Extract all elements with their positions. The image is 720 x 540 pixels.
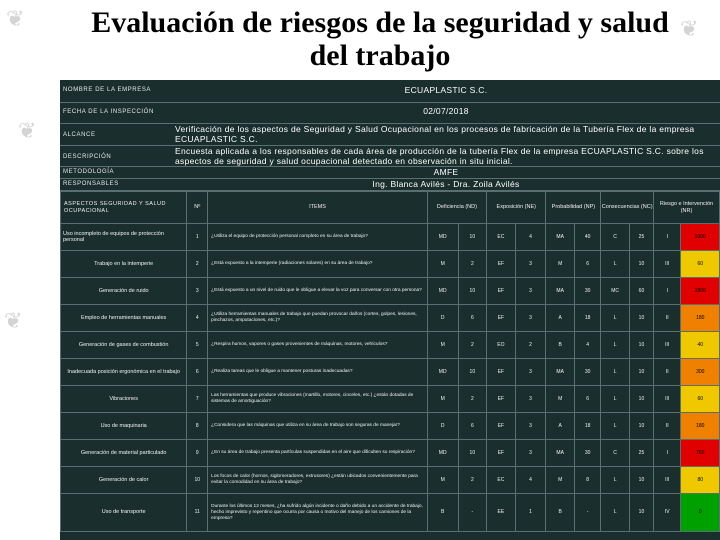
nr-level-cell: I: [654, 224, 681, 251]
nc-value-cell: 25: [629, 440, 653, 467]
table-row: [61, 251, 720, 278]
nd-code-cell: B: [427, 494, 458, 532]
decorative-leaf-mid-left: ❦: [18, 118, 37, 143]
np-code-cell: MA: [546, 224, 575, 251]
responsables-value: Ing. Blanca Avilés - Dra. Zoila Avilés: [372, 179, 520, 189]
ne-value-cell: 3: [515, 413, 546, 440]
nd-code-cell: D: [427, 305, 458, 332]
risk-value-cell: 1000: [681, 224, 720, 251]
nr-level-cell: III: [654, 332, 681, 359]
nd-value-cell: 10: [458, 278, 487, 305]
np-value-cell: 30: [574, 278, 600, 305]
col-header-deficiencia: Deficiencia (ND): [427, 192, 486, 224]
np-code-cell: B: [546, 332, 575, 359]
ne-code-cell: EF: [487, 359, 516, 386]
nd-code-cell: M: [427, 467, 458, 494]
nc-value-cell: 10: [629, 386, 653, 413]
nd-code-cell: MD: [427, 359, 458, 386]
number-cell: 5: [187, 332, 208, 359]
risk-value-cell: 60: [681, 251, 720, 278]
nd-value-cell: 10: [458, 440, 487, 467]
decorative-leaf-right: ❦: [680, 16, 699, 41]
descripcion-value: Encuesta aplicada a los responsables de cada área de producción de la tubería Flex de la empresa ECUAPLASTIC S.C. sobre los aspectos de seguridad y salud ocupacional detectado en observación in situ inicial.: [175, 146, 704, 166]
col-header-consecuencias: Consecuencias (NC): [601, 192, 654, 224]
nc-code-cell: L: [601, 386, 630, 413]
ne-code-cell: EE: [487, 494, 516, 532]
col-header-n: Nº: [187, 192, 208, 224]
np-value-cell: 30: [574, 440, 600, 467]
number-cell: 8: [187, 413, 208, 440]
table-header-row: [61, 192, 720, 224]
np-value-cell: 40: [574, 224, 600, 251]
nd-value-cell: 10: [458, 224, 487, 251]
nc-value-cell: 10: [629, 467, 653, 494]
risk-value-cell: 180: [681, 305, 720, 332]
ne-value-cell: 3: [515, 386, 546, 413]
alcance-label: ALCANCE: [63, 132, 96, 138]
nr-level-cell: II: [654, 359, 681, 386]
risk-value-cell: 40: [681, 332, 720, 359]
nd-code-cell: MD: [427, 224, 458, 251]
nc-value-cell: 10: [629, 332, 653, 359]
nc-value-cell: 10: [629, 251, 653, 278]
decorative-leaf-top-left: ❦: [6, 6, 25, 31]
nd-value-cell: 2: [458, 467, 487, 494]
risk-value-cell: 300: [681, 359, 720, 386]
aspect-cell: Uso de transporte: [61, 494, 187, 532]
decorative-leaf-lower-left: ❦: [4, 308, 23, 333]
np-code-cell: B: [546, 494, 575, 532]
ne-code-cell: EC: [487, 467, 516, 494]
empresa-label: NOMBRE DE LA EMPRESA: [63, 87, 152, 93]
aspect-cell: Uso incompleto de equipos de protección personal: [61, 224, 187, 251]
number-cell: 7: [187, 386, 208, 413]
np-value-cell: 30: [574, 359, 600, 386]
nr-level-cell: II: [654, 305, 681, 332]
ne-value-cell: 2: [515, 332, 546, 359]
ne-value-cell: 3: [515, 359, 546, 386]
fecha-value: 02/07/2018: [423, 106, 469, 116]
header-row-empresa: [60, 80, 720, 102]
nc-code-cell: L: [601, 332, 630, 359]
number-cell: 10: [187, 467, 208, 494]
np-code-cell: A: [546, 413, 575, 440]
np-code-cell: A: [546, 305, 575, 332]
ne-value-cell: 4: [515, 224, 546, 251]
item-question-cell: Durante los últimos 12 meses, ¿ha sufrido algún incidente o daño debido a un accidente de trabajo, hecho imprevisto y repentino que ocurra por causa o motivo del manejo de los camiones de la empresa?: [208, 494, 428, 532]
table-row: [61, 278, 720, 305]
ne-code-cell: EO: [487, 332, 516, 359]
table-row: [61, 440, 720, 467]
item-question-cell: Los focos de calor (hornos, siglomeradores, extrusores) ¿están ubicados convenientemente para evitar la comodidad en su área de trabajo?: [208, 467, 428, 494]
table-row: [61, 359, 720, 386]
nc-code-cell: C: [601, 224, 630, 251]
aspect-cell: Empleo de herramientas manuales: [61, 305, 187, 332]
item-question-cell: ¿Respira humos, vapores o gases provenientes de máquinas, motores, vehículos?: [208, 332, 428, 359]
ne-code-cell: EF: [487, 386, 516, 413]
risk-value-cell: 750: [681, 440, 720, 467]
np-value-cell: 6: [574, 251, 600, 278]
ne-value-cell: 3: [515, 440, 546, 467]
header-row-descripcion: [60, 146, 720, 166]
header-row-alcance: [60, 124, 720, 145]
col-header-items: ITEMS: [208, 192, 428, 224]
ne-code-cell: EF: [487, 413, 516, 440]
nr-level-cell: I: [654, 440, 681, 467]
metodologia-label: METODOLOGÍA: [63, 169, 115, 175]
ne-code-cell: EF: [487, 278, 516, 305]
page-title: Evaluación de riesgos de la seguridad y salud del trabajo: [91, 6, 669, 72]
ne-value-cell: 3: [515, 278, 546, 305]
nr-level-cell: II: [654, 413, 681, 440]
np-value-cell: 8: [574, 467, 600, 494]
responsables-label: RESPONSABLES: [63, 181, 119, 187]
nc-code-cell: L: [601, 467, 630, 494]
aspect-cell: Trabajo en la intemperie: [61, 251, 187, 278]
col-header-exposicion: Exposición (NE): [487, 192, 546, 224]
nd-code-cell: D: [427, 413, 458, 440]
risk-value-cell: 1800: [681, 278, 720, 305]
header-row-metodologia: [60, 167, 720, 178]
nr-level-cell: III: [654, 467, 681, 494]
number-cell: 4: [187, 305, 208, 332]
number-cell: 3: [187, 278, 208, 305]
np-code-cell: MA: [546, 440, 575, 467]
number-cell: 1: [187, 224, 208, 251]
np-code-cell: M: [546, 251, 575, 278]
risk-evaluation-sheet: [60, 80, 720, 540]
number-cell: 9: [187, 440, 208, 467]
risk-table-body: [61, 224, 720, 532]
nd-value-cell: 2: [458, 332, 487, 359]
item-question-cell: ¿En su área de trabajo presenta partículas suspendidas en el aire que dificulten su respiración?: [208, 440, 428, 467]
nd-value-cell: 6: [458, 413, 487, 440]
nc-code-cell: L: [601, 305, 630, 332]
table-row: [61, 305, 720, 332]
np-value-cell: -: [574, 494, 600, 532]
nc-code-cell: L: [601, 359, 630, 386]
number-cell: 2: [187, 251, 208, 278]
aspect-cell: Inadecuada posición ergonómica en el trabajo: [61, 359, 187, 386]
metodologia-value: AMFE: [433, 167, 459, 177]
np-code-cell: M: [546, 467, 575, 494]
item-question-cell: ¿Realiza tareas que le obligue a mantener posturas inadecuadas?: [208, 359, 428, 386]
table-row: [61, 413, 720, 440]
np-code-cell: MA: [546, 359, 575, 386]
aspect-cell: Vibraciones: [61, 386, 187, 413]
item-question-cell: ¿Considera que las máquinas que utiliza en su área de trabajo son seguras de manejar?: [208, 413, 428, 440]
aspect-cell: Generación de calor: [61, 467, 187, 494]
col-header-riesgo: Riesgo e Intervención (NR): [654, 192, 720, 224]
nd-code-cell: M: [427, 251, 458, 278]
nd-code-cell: M: [427, 332, 458, 359]
ne-value-cell: 1: [515, 494, 546, 532]
aspect-cell: Generación de material particulado: [61, 440, 187, 467]
empresa-value: ECUAPLASTIC S.C.: [404, 85, 488, 95]
np-value-cell: 6: [574, 386, 600, 413]
nd-value-cell: -: [458, 494, 487, 532]
aspect-cell: Uso de maquinaria: [61, 413, 187, 440]
table-row: [61, 494, 720, 532]
nc-code-cell: L: [601, 251, 630, 278]
nc-value-cell: 10: [629, 494, 653, 532]
col-header-probabilidad: Probabilidad (NP): [546, 192, 601, 224]
item-question-cell: ¿Utiliza el equipo de protección personal completo en su área de trabajo?: [208, 224, 428, 251]
ne-code-cell: EF: [487, 305, 516, 332]
np-value-cell: 18: [574, 413, 600, 440]
descripcion-label: DESCRIPCIÓN: [63, 154, 112, 160]
nr-level-cell: III: [654, 386, 681, 413]
aspect-cell: Generación de gases de combustión: [61, 332, 187, 359]
item-question-cell: Las herramientas que produce vibraciones (martillo, motores, cinceles, etc.) ¿están dotadas de sistemas de amortiguación?: [208, 386, 428, 413]
risk-value-cell: 60: [681, 386, 720, 413]
ne-code-cell: EF: [487, 440, 516, 467]
ne-value-cell: 3: [515, 251, 546, 278]
col-header-aspectos: ASPECTOS SEGURIDAD Y SALUD OCUPACIONAL: [61, 192, 187, 224]
nd-value-cell: 2: [458, 251, 487, 278]
nc-value-cell: 60: [629, 278, 653, 305]
ne-value-cell: 4: [515, 467, 546, 494]
item-question-cell: ¿Utiliza herramientas manuales de trabajo que puedan provocar daños (cortes, golpes, lesiones, pinchazos, amputaciones, etc.)?: [208, 305, 428, 332]
nc-value-cell: 10: [629, 413, 653, 440]
table-row: [61, 332, 720, 359]
nr-level-cell: III: [654, 251, 681, 278]
alcance-value: Verificación de los aspectos de Seguridad y Salud Ocupacional en los procesos de fabricación de la Tubería Flex de la empresa ECUAPLASTIC S.C.: [175, 124, 695, 144]
table-row: [61, 386, 720, 413]
np-code-cell: M: [546, 386, 575, 413]
np-code-cell: MA: [546, 278, 575, 305]
risk-value-cell: 80: [681, 467, 720, 494]
header-row-fecha: [60, 103, 720, 123]
nd-value-cell: 10: [458, 359, 487, 386]
risk-value-cell: 0: [681, 494, 720, 532]
nc-code-cell: MC: [601, 278, 630, 305]
item-question-cell: ¿Está expuesto a la intemperie (radiaciones solares) en su área de trabajo?: [208, 251, 428, 278]
nr-level-cell: I: [654, 278, 681, 305]
nd-code-cell: MD: [427, 440, 458, 467]
nr-level-cell: IV: [654, 494, 681, 532]
nc-code-cell: L: [601, 413, 630, 440]
nc-value-cell: 25: [629, 224, 653, 251]
nd-value-cell: 6: [458, 305, 487, 332]
nd-code-cell: MD: [427, 278, 458, 305]
table-row: [61, 467, 720, 494]
number-cell: 6: [187, 359, 208, 386]
fecha-label: FECHA DE LA INSPECCIÓN: [63, 109, 154, 115]
header-row-responsables: [60, 179, 720, 190]
np-value-cell: 18: [574, 305, 600, 332]
nc-code-cell: C: [601, 440, 630, 467]
nc-value-cell: 10: [629, 359, 653, 386]
ne-code-cell: EF: [487, 251, 516, 278]
nd-value-cell: 2: [458, 386, 487, 413]
nc-value-cell: 10: [629, 305, 653, 332]
nc-code-cell: L: [601, 494, 630, 532]
risk-table: [60, 191, 720, 532]
aspect-cell: Generación de ruido: [61, 278, 187, 305]
item-question-cell: ¿Está expuesto a un nivel de ruido que le obligue a elevar la voz para conversar con otra persona?: [208, 278, 428, 305]
ne-code-cell: EC: [487, 224, 516, 251]
nd-code-cell: M: [427, 386, 458, 413]
risk-value-cell: 180: [681, 413, 720, 440]
ne-value-cell: 3: [515, 305, 546, 332]
number-cell: 11: [187, 494, 208, 532]
table-row: [61, 224, 720, 251]
np-value-cell: 4: [574, 332, 600, 359]
